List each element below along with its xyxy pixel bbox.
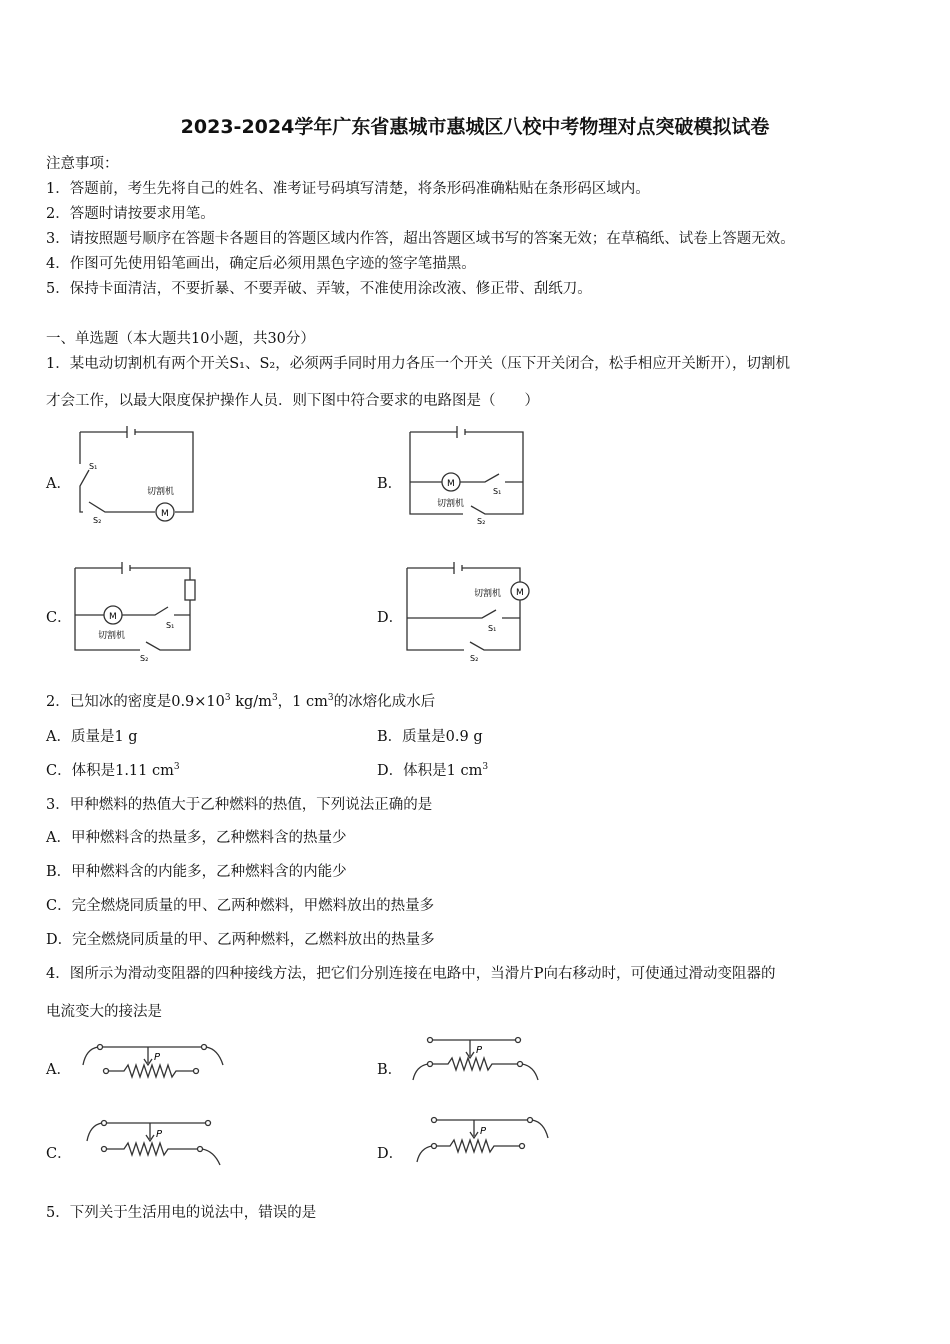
q3-option-b: B．甲种燃料含的内能多，乙种燃料含的内能少: [46, 864, 347, 880]
notice-item-3: 3．请按照题号顺序在答题卡各题目的答题区域内作答，超出答题区域书写的答案无效；在草稿纸、试卷上答题无效。: [46, 231, 795, 247]
q4-rheostat-c: [82, 1115, 232, 1170]
slider-label: P: [480, 1126, 487, 1137]
q1-option-c-label: C．: [46, 610, 72, 626]
motor-label: M: [109, 612, 117, 622]
s1-label: S₁: [488, 624, 497, 633]
s1-label: S₁: [493, 487, 502, 496]
q5-stem: 5．下列关于生活用电的说法中，错误的是: [46, 1205, 317, 1221]
q1-circuit-d: [402, 560, 532, 668]
notice-item-1: 1．答题前，考生先将自己的姓名、准考证号码填写清楚，将条形码准确粘贴在条形码区域内。: [46, 181, 650, 197]
motor-label: M: [447, 479, 455, 489]
q3-stem: 3．甲种燃料的热值大于乙种燃料的热值，下列说法正确的是: [46, 797, 433, 813]
q4-option-a-label: A．: [46, 1062, 71, 1078]
notice-heading: 注意事项：: [46, 156, 119, 172]
s1-label: S₁: [89, 462, 98, 471]
q1-circuit-a: [75, 424, 200, 529]
notice-item-2: 2．答题时请按要求用笔。: [46, 206, 215, 222]
q4-stem-line2: 电流变大的接法是: [46, 1004, 162, 1020]
q4-stem-line1: 4．图所示为滑动变阻器的四种接线方法，把它们分别连接在电路中，当滑片P向右移动时，可使通过滑动变阻器的: [46, 966, 776, 982]
q2-option-b: B．质量是0.9 g: [377, 729, 483, 745]
q4-option-c-label: C．: [46, 1146, 72, 1162]
notice-item-5: 5．保持卡面清洁，不要折暴、不要弄破、弄皱，不准使用涂改液、修正带、刮纸刀。: [46, 281, 592, 297]
q3-option-c: C．完全燃烧同质量的甲、乙两种燃料，甲燃料放出的热量多: [46, 898, 435, 914]
cutter-label: 切割机: [437, 499, 465, 509]
q2-option-a: A．质量是1 g: [46, 729, 138, 745]
q1-circuit-b: [405, 424, 530, 529]
s2-label: S₂: [470, 654, 479, 663]
notice-item-4: 4．作图可先使用铅笔画出，确定后必须用黑色字迹的签字笔描黑。: [46, 256, 476, 272]
q4-rheostat-d: [412, 1110, 562, 1165]
q2-option-d: D．体积是1 $cm^3$: [377, 762, 489, 779]
motor-label: M: [516, 588, 524, 598]
q2-option-c: C．体积是1.11 $cm^3$: [46, 762, 180, 779]
slider-label: P: [476, 1045, 483, 1056]
slider-label: P: [154, 1052, 161, 1063]
q4-rheostat-b: [408, 1030, 558, 1085]
section-heading: 一、单选题（本大题共10小题，共30分）: [46, 331, 315, 347]
s2-label: S₂: [93, 516, 102, 525]
q2-stem: 2．已知冰的密度是$0.9\times 10^3$ $kg/m^3$，1 $cm^3$的冰熔化成水后: [46, 693, 436, 710]
cutter-label: 切割机: [147, 487, 175, 497]
q4-rheostat-a: [78, 1035, 228, 1085]
s2-label: S₂: [477, 517, 486, 526]
q4-option-d-label: D．: [377, 1146, 404, 1162]
q1-stem-line1: 1．某电动切割机有两个开关S₁、S₂，必须两手同时用力各压一个开关（压下开关闭合，松手相应开关断开），切割机: [46, 356, 790, 372]
slider-label: P: [156, 1129, 163, 1140]
q3-option-d: D．完全燃烧同质量的甲、乙两种燃料，乙燃料放出的热量多: [46, 932, 435, 948]
page-title: 2023-2024学年广东省惠城市惠城区八校中考物理对点突破模拟试卷: [180, 116, 770, 138]
s1-label: S₁: [166, 621, 175, 630]
s2-label: S₂: [140, 654, 149, 663]
q1-option-a-label: A．: [46, 476, 71, 492]
q4-option-b-label: B．: [377, 1062, 403, 1078]
cutter-label: 切割机: [98, 631, 126, 641]
q1-stem-line2: 才会工作，以最大限度保护操作人员．则下图中符合要求的电路图是（ ）: [46, 393, 539, 409]
q1-option-d-label: D．: [377, 610, 404, 626]
q1-circuit-c: [70, 560, 200, 668]
cutter-label: 切割机: [474, 589, 502, 599]
q1-option-b-label: B．: [377, 476, 403, 492]
q3-option-a: A．甲种燃料含的热量多，乙种燃料含的热量少: [46, 830, 347, 846]
motor-label: M: [161, 509, 169, 519]
